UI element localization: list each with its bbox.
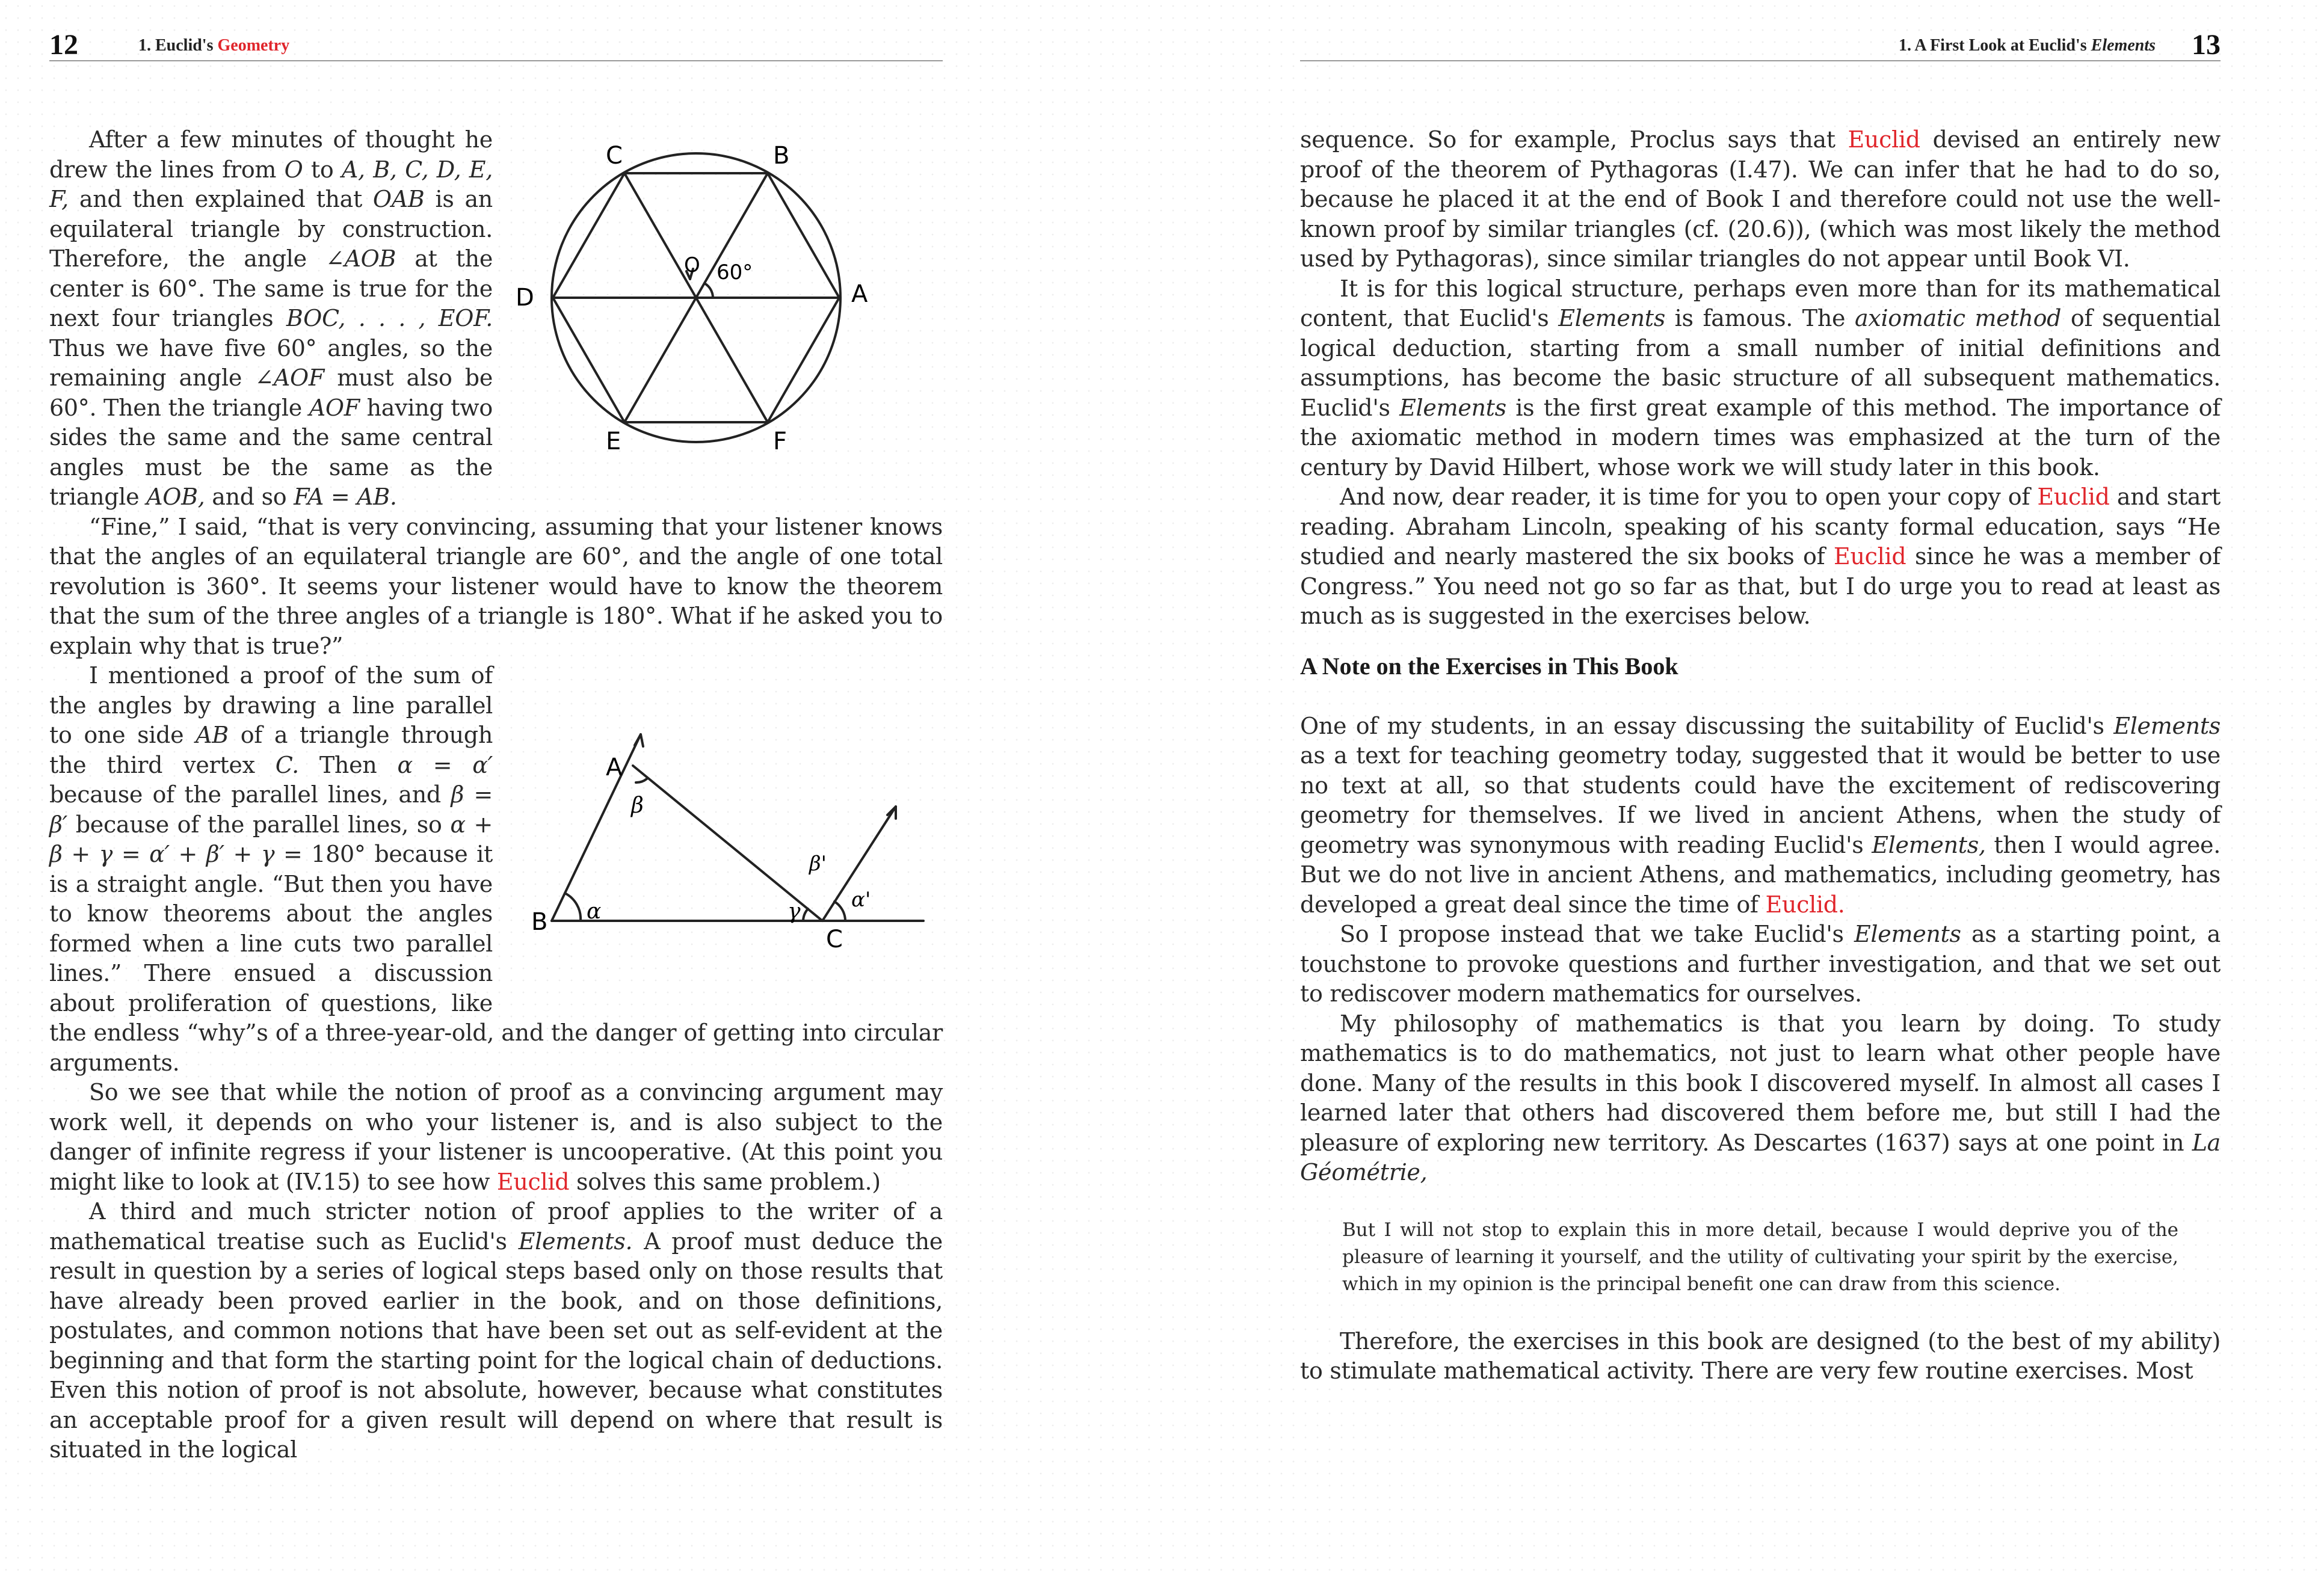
euclid-link[interactable]: Euclid — [496, 1168, 570, 1195]
text-run: since he was a member of Congress.” You need not go so far as that, but I do urge you to read at least as much as is suggested in the exercises below. — [1300, 543, 2221, 629]
paragraph-4 — [1300, 712, 2221, 920]
paragraph-2 — [1300, 274, 2221, 483]
angle-arc — [704, 283, 713, 298]
euclid-link[interactable]: Euclid — [1834, 543, 1906, 570]
label-a: A — [851, 280, 868, 308]
label-e: E — [606, 428, 621, 455]
math-run: ∠AOF — [254, 364, 324, 391]
text-run: A proof must deduce the result in question by a series of logical steps based only on those results that have already been proved earlier in the book, and on those definitions, postulates, and common notions that have been set out as self-evident at the beginning and that form the starting point for the logical chain of deductions. Even this notion of proof is not absolute, however, because what constitutes an acceptable proof for a given result will depend on where that result is situated in the logical — [49, 1228, 943, 1463]
text-run: A third and much stricter notion of proof applies to the writer of a mathematical treatise such as Euclid's — [49, 1198, 943, 1255]
paragraph-4 — [49, 1078, 943, 1197]
right-page — [1162, 0, 2324, 1574]
math-run: α + β + γ = α′ + β′ + γ — [49, 811, 493, 867]
euclid-link[interactable]: Euclid — [1848, 126, 1920, 153]
chapter-prefix: 1. Euclid's — [138, 36, 218, 55]
math-run: O — [284, 156, 303, 183]
triangle-diagram — [510, 728, 943, 999]
paragraph-7: Therefore, the exercises in this book are designed (to the best of my ability) to stimulate mathematical activity. There are very few routine exercises. Most — [1300, 1327, 2221, 1384]
italic-run: Elements — [1558, 305, 1665, 331]
chapter-title — [138, 36, 289, 55]
text-run: as a text for teaching geometry today, suggested that it would be better to use no text at all, so that students could have the excitement of rediscovering geometry for themselves. If we lived in ancient Athens, when the study of geometry was synonymous with reading Euclid's — [1300, 742, 2221, 858]
arc-beta — [636, 779, 647, 782]
running-header-right — [1300, 29, 2221, 61]
label-c: C — [826, 926, 843, 953]
running-header-left — [49, 29, 943, 61]
math-run: β = β′ — [49, 781, 493, 838]
page-number: 12 — [49, 29, 78, 61]
text-run: of a triangle through the third vertex — [49, 722, 493, 778]
text-run: is an equilateral triangle by construction. Therefore, the angle — [49, 186, 493, 272]
paragraph-6 — [1300, 1009, 2221, 1188]
math-run: α = α′ — [397, 751, 493, 778]
italic-run: Elements. — [518, 1228, 633, 1255]
text-run: sequence. So for example, Proclus says that — [1300, 126, 1848, 153]
triangle-figure — [510, 728, 943, 999]
section-heading: A Note on the Exercises in This Book — [1300, 652, 1678, 680]
italic-run: Elements, — [1872, 831, 1986, 858]
text-run: = 180° because it is a straight angle. “But then you have to know theorems about the angles formed when a line cuts two parallel lines.” There ensued a discussion about proliferation of questions, like the endless “why”s of a three-year-old, and the danger of getting into circular arguments. — [49, 841, 943, 1076]
arc-gamma — [803, 909, 808, 921]
label-o: O — [684, 253, 700, 277]
text-run: Thus we have five 60° angles, so the remaining angle — [49, 334, 493, 391]
euclid-link[interactable]: Euclid. — [1765, 891, 1845, 918]
page-number: 13 — [2192, 29, 2221, 61]
math-run: AOF — [309, 394, 360, 421]
text-run: One of my students, in an essay discussing the suitability of Euclid's — [1300, 712, 2114, 739]
hexagon-diagram — [510, 121, 943, 509]
math-run: AOB, — [146, 484, 205, 510]
text-run: because of the parallel lines, so — [67, 811, 451, 838]
math-run: BOC, . . . , EOF. — [286, 305, 493, 331]
arc-alpha — [565, 893, 581, 921]
text-run: is famous. The — [1665, 305, 1855, 331]
text-run: devised an entirely new proof of the theorem of Pythagoras (I.47). We can infer that he had to do so, because he placed it at the end of Book I and therefore could not use the well-known proof by similar triangles (cf. (20.6)), (which was most likely the method used by Pythagoras), since similar triangles do not appear until Book VI. — [1300, 126, 2221, 272]
math-run: AB — [196, 722, 229, 748]
label-beta-prime: β' — [809, 852, 827, 876]
label-d: D — [516, 284, 534, 312]
block-quote: But I will not stop to explain this in more detail, because I would deprive you of the pleasure of learning it yourself, and the utility of cultivating your spirit by the exercise, which in my opinion is the principal benefit one can draw from this science. — [1342, 1219, 2178, 1295]
arc-alpha-prime — [834, 902, 845, 921]
text-run: My philosophy of mathematics is that you learn by doing. To study mathematics is to do mathematics, not just to learn what other people have done. Many of the results in this book I discovered myself. In almost all cases I learned later that others had discovered them before me, but still I had the pleasure of exploring new territory. As Descartes (1637) says at one point in — [1300, 1010, 2221, 1156]
label-beta: β — [631, 793, 644, 818]
label-f: F — [773, 428, 788, 455]
math-run: FA = AB. — [294, 484, 397, 510]
math-run: OAB — [372, 186, 425, 212]
text-run: Then — [298, 751, 398, 778]
text-run: So I propose instead that we take Euclid's — [1340, 921, 1854, 947]
paragraph-1 — [1300, 125, 2221, 274]
text-run: and then explained that — [68, 186, 373, 212]
text-run: because of the parallel lines, and — [49, 781, 451, 808]
chapter-title — [1899, 36, 2156, 55]
math-run: ∠AOB — [325, 245, 396, 272]
italic-run: La Géométrie, — [1300, 1129, 2221, 1185]
chapter-prefix: 1. A First Look at Euclid's — [1898, 36, 2091, 55]
text-run: solves this same problem.) — [569, 1168, 881, 1195]
math-run: A, B, C, D, E, F, — [49, 156, 493, 212]
text-run: at the center is 60°. The same is true for the next four triangles — [49, 245, 493, 331]
paragraph-5 — [1300, 920, 2221, 1009]
italic-run: Elements — [1399, 394, 1506, 421]
text-run: After a few minutes of thought he drew the lines from — [49, 126, 493, 183]
label-a: A — [606, 754, 623, 781]
text-run: and start reading. Abraham Lincoln, speaking of his scanty formal education, says “He studied and nearly mastered the six books of — [1300, 484, 2221, 570]
side-ac — [633, 766, 822, 921]
euclid-link[interactable]: Euclid — [2037, 484, 2110, 510]
text-run: and so — [205, 484, 294, 510]
math-run: C. — [275, 751, 299, 778]
label-c: C — [606, 142, 623, 170]
chapter-highlight-link[interactable]: Geometry — [217, 36, 290, 55]
left-body-text — [49, 125, 943, 1465]
text-run: then I would agree. But we do not live in ancient Athens, and mathematics, including geometry, has developed a great deal since the time of — [1300, 831, 2221, 918]
text-run: is the first great example of this method. The importance of the axiomatic method in modern times was emphasized at the turn of the century by David Hilbert, whose work we will study later in this book. — [1300, 394, 2221, 481]
label-b: B — [531, 908, 548, 936]
text-run: of sequential logical deduction, starting from a small number of initial definitions and assumptions, has become the basic structure of all subsequent mathematics. Euclid's — [1300, 305, 2221, 421]
paragraph-3 — [1300, 482, 2221, 632]
label-b: B — [773, 142, 790, 170]
label-angle-60: 60° — [717, 260, 753, 284]
text-run: as a starting point, a touchstone to provoke questions and further investigation, and that we set out to rediscover modern mathematics for ourselves. — [1300, 921, 2221, 1007]
text-run: I mentioned a proof of the sum of the angles by drawing a line parallel to one side — [49, 662, 493, 748]
text-run: It is for this logical structure, perhaps even more than for its mathematical content, that Euclid's — [1300, 275, 2221, 331]
text-run: And now, dear reader, it is time for you to open your copy of — [1340, 484, 2038, 510]
text-run: to — [303, 156, 342, 183]
hexagon-figure — [510, 121, 943, 509]
text-run: having two sides the same and the same central angles must be the same as the triangle — [49, 394, 493, 510]
italic-run: Elements — [2113, 712, 2221, 739]
text-run: So we see that while the notion of proof as a convincing argument may work well, it depends on who your listener is, and is also subject to the danger of infinite regress if your listener is uncooperative. (At this point you might like to look at (IV.15) to see how — [49, 1079, 943, 1195]
right-body-text — [1300, 125, 2221, 1386]
label-alpha: α — [587, 899, 602, 924]
paragraph-2: “Fine,” I said, “that is very convincing, assuming that your listener knows that the angles of an equilateral triangle are 60°, and the angle of one total revolution is 360°. It seems your listener would have to know the theorem that the sum of the three angles of a triangle is 180°. What if he asked you to explain why that is true?” — [49, 513, 943, 659]
text-run: must also be 60°. Then the triangle — [49, 364, 493, 421]
label-gamma: γ — [788, 899, 801, 924]
italic-run: axiomatic method — [1854, 305, 2062, 331]
label-alpha-prime: α' — [851, 888, 871, 912]
italic-run: Elements — [1854, 921, 1961, 947]
chapter-italic: Elements — [2091, 36, 2156, 55]
paragraph-5 — [49, 1197, 943, 1465]
